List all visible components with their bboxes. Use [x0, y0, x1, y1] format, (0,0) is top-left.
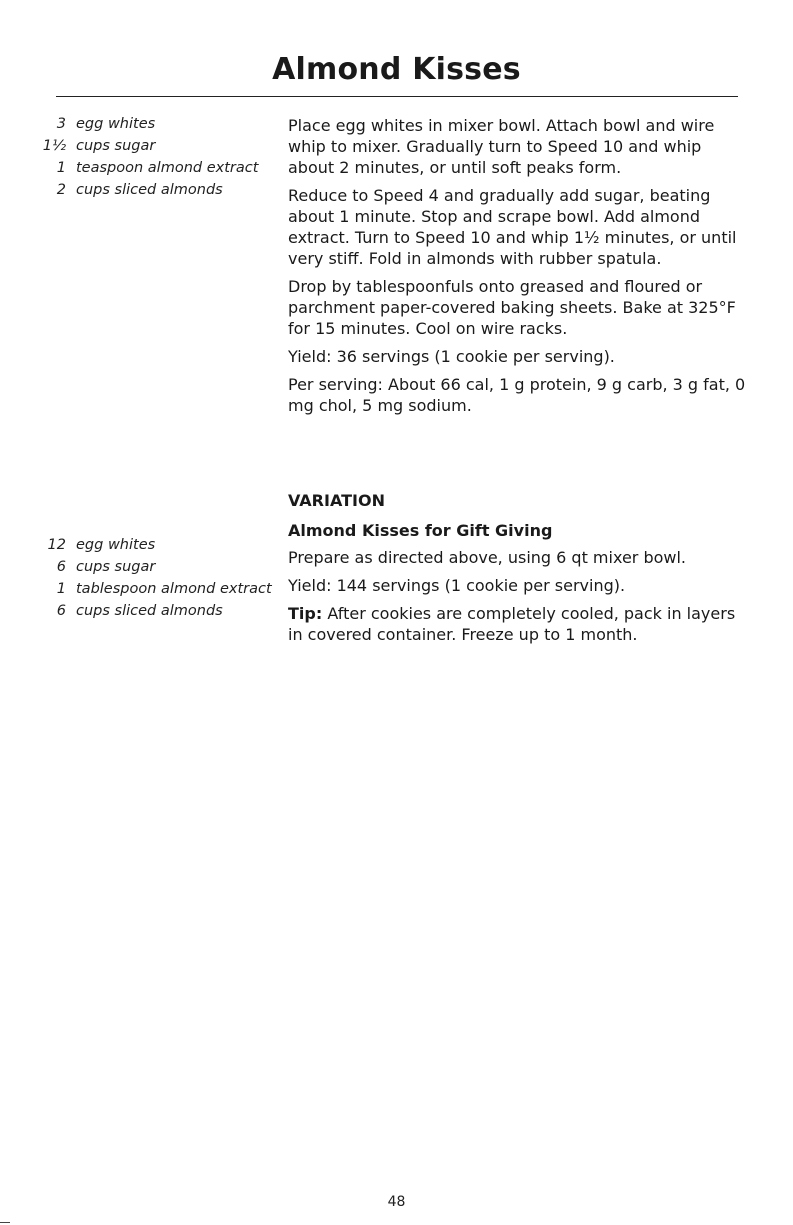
corner-mark [0, 1222, 10, 1223]
ingredient-item [22, 137, 282, 156]
nutrition-text: Per serving: About 66 cal, 1 g protein, 9 g carb, 3 g fat, 0 mg chol, 5 mg sodium. [288, 375, 746, 415]
ingredient-item [22, 181, 282, 200]
ingredient-item [22, 558, 282, 577]
method-step: Place egg whites in mixer bowl. Attach bowl and wire whip to mixer. Gradually turn to Speed 10 and whip about 2 minutes, or until soft peaks form. [288, 116, 715, 177]
ingredient-item [22, 159, 282, 178]
ingredient-desc: egg whites [76, 537, 156, 553]
yield-text: Yield: 36 servings (1 cookie per serving). [288, 347, 615, 366]
variation-yield: Yield: 144 servings (1 cookie per serving). [288, 576, 626, 595]
variation-heading: VARIATION [288, 491, 385, 510]
ingredient-desc: cups sliced almonds [76, 182, 223, 198]
ingredient-qty: 2 [56, 182, 66, 198]
ingredient-qty: 3 [56, 116, 66, 132]
ingredient-item [22, 115, 282, 134]
ingredient-qty: 1 [56, 581, 66, 597]
ingredient-desc: teaspoon almond extract [76, 160, 259, 176]
ingredient-desc: cups sliced almonds [76, 603, 223, 619]
variation-directions: Prepare as directed above, using 6 qt mixer bowl. [288, 548, 687, 567]
ingredient-list-variation [22, 536, 282, 624]
ingredient-qty: 6 [56, 559, 66, 575]
title-divider [56, 96, 738, 97]
page-number: 48 [387, 1194, 406, 1210]
tip-label: Tip: [288, 604, 323, 623]
ingredient-item [22, 602, 282, 621]
ingredient-desc: cups sugar [76, 559, 156, 575]
method-section [288, 115, 750, 423]
method-step: Drop by tablespoonfuls onto greased and floured or parchment paper-covered baking sheets. Bake at 325°F for 15 minutes. Cool on wire racks. [288, 277, 736, 338]
recipe-title: Almond Kisses [272, 52, 521, 87]
ingredient-desc: egg whites [76, 116, 156, 132]
ingredient-item [22, 536, 282, 555]
ingredient-qty: 6 [56, 603, 66, 619]
ingredient-desc: cups sugar [76, 138, 156, 154]
method-step: Reduce to Speed 4 and gradually add sugar, beating about 1 minute. Stop and scrape bowl. Add almond extract. Turn to Speed 10 and whip 1½ minutes, or until very stiff. Fold in almonds with rubber spatula. [288, 186, 737, 268]
ingredient-desc: tablespoon almond extract [76, 581, 272, 597]
tip-body: After cookies are completely cooled, pack in layers in covered container. Freeze up to 1 month. [288, 604, 736, 644]
tip-text [288, 603, 750, 645]
ingredient-item [22, 580, 282, 599]
ingredient-qty: 1 [56, 160, 66, 176]
ingredient-list-main [22, 115, 282, 203]
ingredient-qty: 1½ [42, 138, 66, 154]
variation-section [288, 490, 750, 652]
variation-subtitle: Almond Kisses for Gift Giving [288, 521, 553, 540]
ingredient-qty: 12 [47, 537, 66, 553]
